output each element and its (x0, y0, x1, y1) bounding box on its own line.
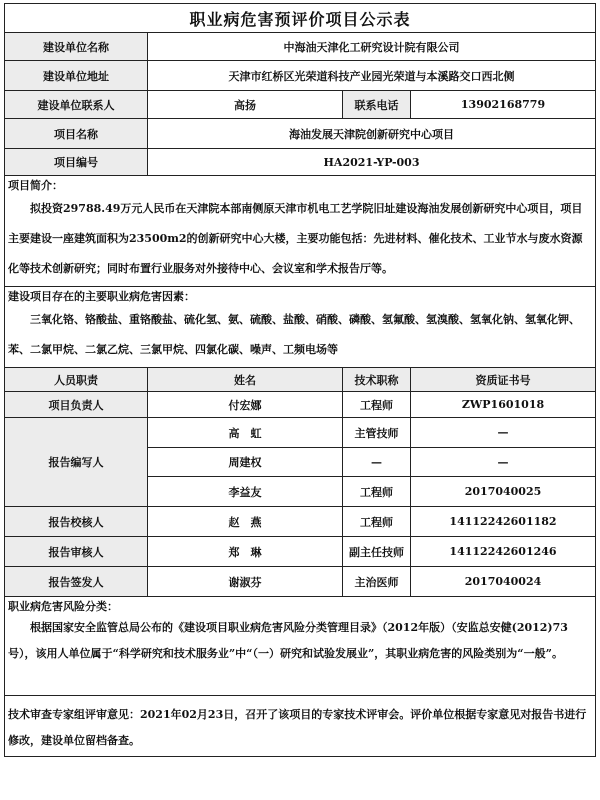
project-intro-section (5, 176, 596, 287)
role-auditor: 报告审核人 (5, 537, 148, 567)
role-signer: 报告签发人 (5, 567, 148, 597)
staff-cert: ZWP1601018 (411, 392, 596, 418)
unit-address-label: 建设单位地址 (5, 61, 148, 91)
review-text: 技术审查专家组评审意见：2021年02月23日，召开了该项目的专家技术评审会。评价单位根据专家意见对报告书进行修改，建设单位留档备查。 (8, 708, 587, 747)
contact-value: 高扬 (148, 91, 343, 119)
project-name-label: 项目名称 (5, 119, 148, 149)
staff-cert: — (411, 448, 596, 477)
role-checker: 报告校核人 (5, 507, 148, 537)
staff-title: 主管技师 (343, 418, 411, 448)
phone-value: 13902168779 (411, 91, 596, 119)
risk-text: 根据国家安全监管总局公布的《建设项目职业病危害风险分类管理目录》（2012年版）（安监总安健(2012)73号），该用人单位属于“科学研究和技术服务业”中“（一）研究和试验发展业”，其职业病危害的风险类别为“一般”。 (8, 621, 568, 660)
page-title: 职业病危害预评价项目公示表 (5, 4, 596, 33)
staff-header-title: 技术职称 (343, 368, 411, 392)
project-intro-label: 项目简介： (8, 179, 63, 192)
hazards-text: 三氧化铬、铬酸盐、重铬酸盐、硫化氢、氨、硫酸、盐酸、硝酸、磷酸、氢氟酸、氢溴酸、氢氧化钠、氢氧化钾、苯、二氯甲烷、二氯乙烷、三氯甲烷、四氯化碳、噪声、工频电场等 (8, 313, 580, 356)
staff-cert: 2017040025 (411, 477, 596, 507)
staff-title: 主治医师 (343, 567, 411, 597)
staff-header-name: 姓名 (148, 368, 343, 392)
staff-title: 工程师 (343, 507, 411, 537)
project-no-label: 项目编号 (5, 149, 148, 176)
disclosure-form (4, 3, 595, 757)
contact-label: 建设单位联系人 (5, 91, 148, 119)
staff-name: 郑 琳 (148, 537, 343, 567)
unit-name-value: 中海油天津化工研究设计院有限公司 (148, 33, 596, 61)
staff-title: 副主任技师 (343, 537, 411, 567)
hazards-label: 建设项目存在的主要职业病危害因素： (8, 290, 195, 303)
project-no-value: HA2021-YP-003 (148, 149, 596, 176)
staff-name: 谢淑芬 (148, 567, 343, 597)
staff-name: 付宏娜 (148, 392, 343, 418)
staff-cert: 2017040024 (411, 567, 596, 597)
hazards-section (5, 287, 596, 368)
unit-address-value: 天津市红桥区光荣道科技产业园光荣道与本溪路交口西北侧 (148, 61, 596, 91)
staff-name: 李益友 (148, 477, 343, 507)
staff-header-role: 人员职责 (5, 368, 148, 392)
phone-label: 联系电话 (343, 91, 411, 119)
staff-cert: — (411, 418, 596, 448)
unit-name-label: 建设单位名称 (5, 33, 148, 61)
staff-title: — (343, 448, 411, 477)
staff-name: 周建权 (148, 448, 343, 477)
project-intro-text: 拟投资29788.49万元人民币在天津院本部南侧原天津市机电工艺学院旧址建设海油发展创新研究中心项目，项目主要建设一座建筑面积为23500m2的创新研究中心大楼，主要功能包括：先进材料、催化技术、工业节水与废水资源化等技术创新研究；同时布置行业服务对外接待中心、会议室和学术报告厅等。 (8, 202, 583, 275)
staff-cert: 14112242601182 (411, 507, 596, 537)
staff-title: 工程师 (343, 392, 411, 418)
disclosure-table (4, 3, 596, 757)
role-leader: 项目负责人 (5, 392, 148, 418)
staff-name: 赵 燕 (148, 507, 343, 537)
risk-section (5, 597, 596, 696)
staff-header-cert: 资质证书号 (411, 368, 596, 392)
role-writer: 报告编写人 (5, 418, 148, 507)
staff-name: 高 虹 (148, 418, 343, 448)
review-section (5, 696, 596, 757)
staff-title: 工程师 (343, 477, 411, 507)
staff-cert: 14112242601246 (411, 537, 596, 567)
project-name-value: 海油发展天津院创新研究中心项目 (148, 119, 596, 149)
risk-label: 职业病危害风险分类： (8, 600, 118, 613)
